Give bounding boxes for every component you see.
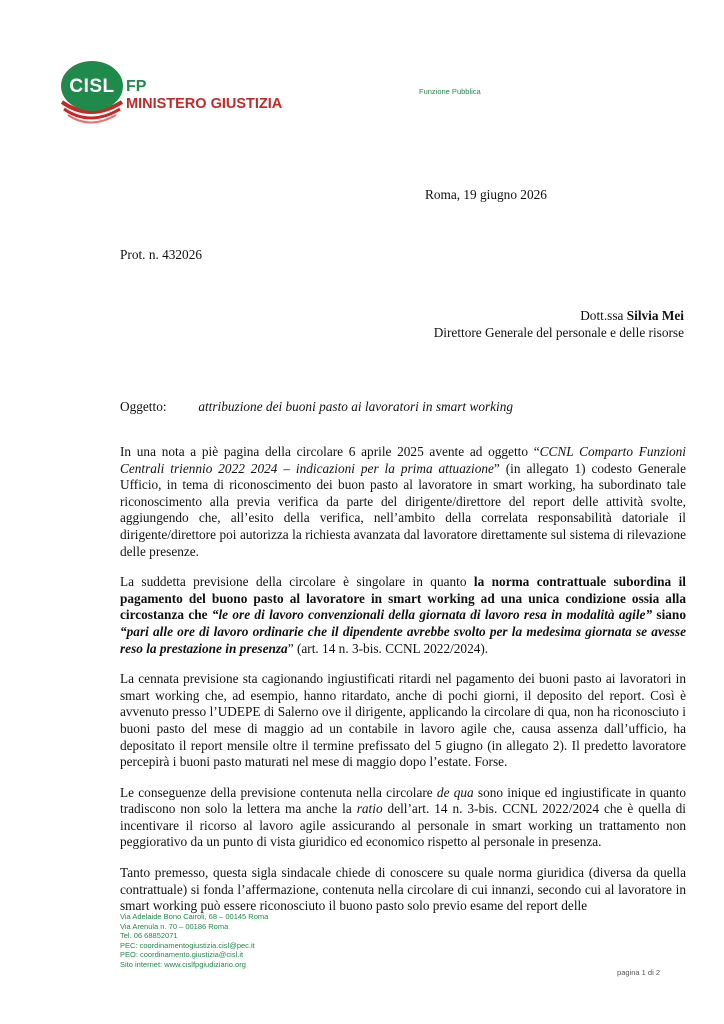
recipient-block bbox=[434, 307, 684, 341]
logo-cisl-text: CISL bbox=[69, 76, 115, 97]
footer-address-1: Via Adelaide Bono Cairoli, 68 – 00145 Roma bbox=[120, 912, 269, 921]
p2-quote-1: “le ore di lavoro convenzionali della giornata di lavoro resa in modalità agile” bbox=[211, 607, 653, 623]
p2-bold-siano: siano bbox=[652, 607, 686, 623]
subject-text: attribuzione dei buoni pasto ai lavoratori in smart working bbox=[198, 399, 514, 414]
page-number: pagina 1 di 2 bbox=[617, 968, 660, 977]
recipient-name: Silvia Mei bbox=[626, 308, 684, 323]
p2-bold-text: la norma contrattuale subordina il pagamento del buono pasto al lavoratore in smart working ad una unica condizione ossia alla circostanza che bbox=[120, 574, 686, 623]
logo-fp-text: FP bbox=[126, 78, 147, 95]
recipient-role: Direttore Generale del personale e delle risorse bbox=[433, 325, 684, 340]
letter-body bbox=[120, 444, 686, 915]
paragraph-2 bbox=[120, 574, 686, 657]
paragraph-3: La cennata previsione sta cagionando ingiustificati ritardi nel pagamento dei buoni pasto ai lavoratori in smart working che, ad esempio, hanno ritardato, anche di pochi giorni, il deposito del report. Così è avvenuto presso l’UDEPE di Salerno ove il dirigente, applicando la circolare di qua, non ha riconosciuto i buoni pasto del mese di maggio ad un contabile in lavoro agile che, causa assenza dall’ufficio, ha depositato il report mensile oltre il termine prefissato del 5 giugno (in allegato 2). Il predetto lavoratore percepirà i buoni pasto maturati nel mese di maggio dopo l’estate. Forse. bbox=[120, 671, 686, 770]
p4-de-qua: de qua bbox=[436, 784, 474, 800]
footer-website: Sito internet: www.cislfpgiudiziario.org bbox=[120, 959, 246, 969]
footer-address-2: Via Arenula n. 70 – 00186 Roma bbox=[120, 921, 229, 931]
footer-phone: Tel. 06 68852071 bbox=[120, 931, 178, 940]
letter-date: Roma, 19 giugno 2026 bbox=[425, 187, 547, 202]
p2-quote-2: “pari alle ore di lavoro ordinarie che il dipendente avrebbe svolto per la medesima giornata se avesse reso la prestazione in presenza bbox=[120, 623, 686, 656]
logo-ministero-text: MINISTERO GIUSTIZIA bbox=[126, 96, 283, 112]
p4-text-a: Le conseguenze della previsione contenuta nella circolare bbox=[120, 784, 437, 800]
p1-text-a: In una nota a piè pagina della circolare 6 aprile 2025 avente ad oggetto “ bbox=[120, 444, 540, 459]
header-funzione-pubblica: Funzione Pubblica bbox=[419, 87, 481, 96]
p2-citation: ” (art. 14 n. 3-bis. CCNL 2022/2024). bbox=[287, 640, 489, 656]
p4-text-c: sono inique ed ingiustificate in quanto tradiscono non solo la lettera ma anche la bbox=[120, 784, 686, 817]
recipient-name-line bbox=[434, 307, 684, 324]
footer-contacts bbox=[120, 912, 268, 969]
protocol-number: Prot. n. 432026 bbox=[120, 247, 203, 262]
p2-text-a: La suddetta previsione della circolare è singolare in quanto bbox=[120, 574, 474, 590]
recipient-title: Dott.ssa bbox=[580, 308, 624, 323]
p4-ratio: ratio bbox=[356, 801, 383, 817]
subject-line bbox=[120, 399, 513, 415]
footer-peo: PEO: coordinamento.giustizia@cisl.it bbox=[120, 950, 244, 959]
footer-pec: PEC: coordinamentogiustizia.cisl@pec.it bbox=[120, 940, 255, 950]
p4-text-e: dell’art. 14 n. 3-bis. CCNL 2022/2024 che è quella di incentivare il ricorso al lavoro agile assicurando al personale in smart working un trattamento non peggiorativo da un punto di vista giuridico ed economico rispetto al personale in presenza. bbox=[120, 801, 687, 850]
p1-ccnl-title: CCNL Comparto Funzioni Centrali triennio 2022 2024 – indicazioni per la prima attuazione bbox=[120, 444, 687, 476]
p1-text-c: ” (in allegato 1) codesto Generale Ufficio, in tema di riconoscimento dei buon pasto al lavoratore in smart working, ha subordinato tale riconoscimento alla previa verifica da parte del dirigente/direttore del report delle attività svolte, aggiungendo che, all’esito della verifica, nell’ambito della correlata responsabilità datoriale il dirigente/direttore poi autorizza la richiesta avanzata dal lavoratore direttamente sul sistema di rilevazione delle presenze. bbox=[120, 460, 686, 559]
subject-label: Oggetto: bbox=[120, 399, 167, 414]
paragraph-5: Tanto premesso, questa sigla sindacale chiede di conoscere su quale norma giuridica (diversa da quella contrattuale) si fonda l’affermazione, contenuta nella circolare di cui innanzi, secondo cui al lavoratore in smart working può essere riconosciuto il buono pasto solo previo esame del report delle bbox=[120, 865, 686, 914]
paragraph-1 bbox=[120, 444, 686, 560]
cisl-fp-logo bbox=[60, 58, 290, 128]
paragraph-4 bbox=[120, 785, 686, 851]
